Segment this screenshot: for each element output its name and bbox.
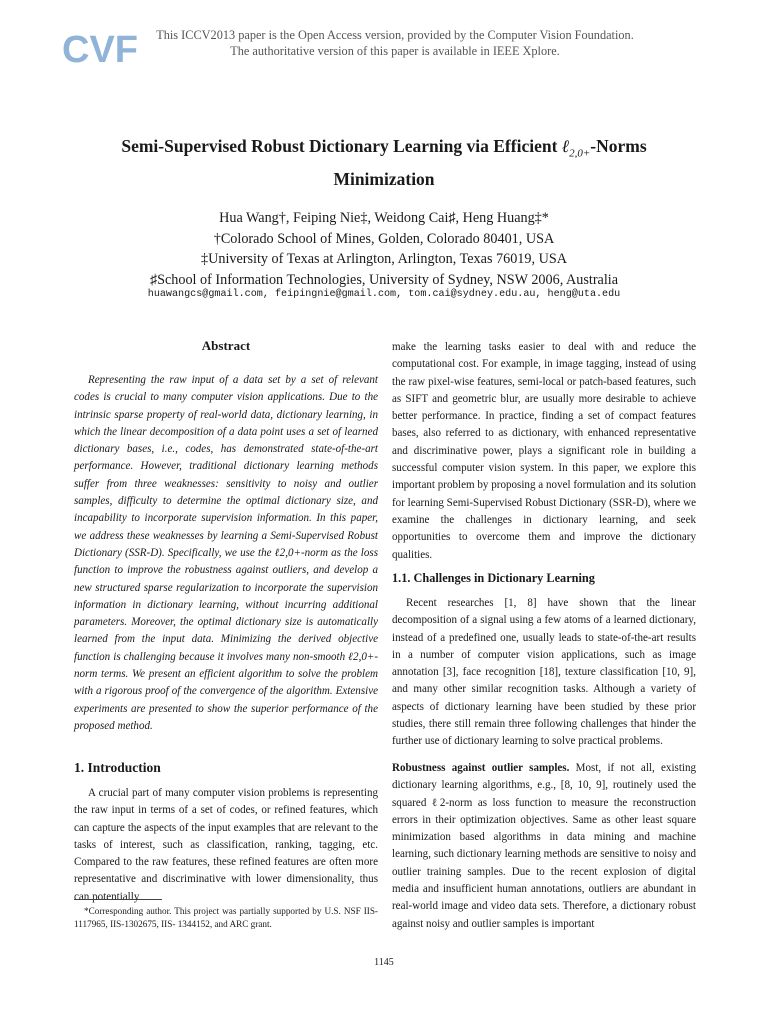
footnote-divider xyxy=(74,899,162,900)
page-number: 1145 xyxy=(374,957,394,968)
author-names: Hua Wang†, Feiping Nie‡, Weidong Cai♯, Heng Huang‡* xyxy=(219,210,549,226)
abstract-text: Representing the raw input of a data set by a set of relevant codes is crucial to many computer vision applications. Due to the intrinsic sparse property of real-world data, dictionary learning, in which the linear decomposition of a data point uses a set of learned dictionary bases, i.e., codes, has demonstrated state-of-the-art performance. However, traditional dictionary learning methods suffer from three weaknesses: sensitivity to noisy and outlier samples, difficulty to determine the optimal dictionary size, and incapability to incorporate supervision information. In this paper, we address these weaknesses by learning a Semi-Supervised Robust Dictionary (SSR-D). Specifically, we use the ℓ2,0+-norm as the loss function to improve the robustness against outliers, and develop a new structured sparse regularization to incorporate the supervision information in dictionary learning, without incurring additional parameters. Moreover, the optimal dictionary size is automatically learned from the input data. Minimizing the derived objective function is challenging because it involves many non-smooth ℓ2,0+-norm terms. We present an efficient algorithm to solve the problem with a rigorous proof of the convergence of the algorithm. Extensive experiments are presented to show the superior performance of the proposed method. xyxy=(74,374,378,732)
open-access-line-1: This ICCV2013 paper is the Open Access version, provided by the Computer Vision Foundation. xyxy=(156,28,634,42)
robustness-paragraph xyxy=(392,760,696,933)
paper-title-line-2: Minimization xyxy=(333,168,435,189)
title-subscript: 2,0+ xyxy=(569,147,591,160)
affiliation-2: ‡University of Texas at Arlington, Arlington, Texas 76019, USA xyxy=(201,251,567,267)
introduction-text: A crucial part of many computer vision problems is representing the raw input in terms of a set of codes, or refined features, which can capture the aspects of the input examples that are relevant to the tasks of interest, such as classification, ranking, tagging, etc. Compared to the raw features, these refined features are often more representative and discriminative with lower dimensionality, thus can potentially xyxy=(74,787,378,903)
open-access-notice xyxy=(110,27,680,59)
title-ell: ℓ xyxy=(561,136,570,156)
affiliation-1: †Colorado School of Mines, Golden, Colorado 80401, USA xyxy=(213,230,555,247)
author-emails: huawangcs@gmail.com, feipingnie@gmail.com, tom.cai@sydney.edu.au, heng@uta.edu xyxy=(147,289,621,300)
paper-title-line-1 xyxy=(60,134,708,167)
open-access-line-2: The authoritative version of this paper is available in IEEE Xplore. xyxy=(230,44,560,58)
title-text-end: -Norms xyxy=(590,136,647,156)
title-text: Semi-Supervised Robust Dictionary Learning via Efficient xyxy=(121,136,562,156)
abstract-heading: Abstract xyxy=(201,338,251,353)
challenges-subheading: 1.1. Challenges in Dictionary Learning xyxy=(392,571,595,585)
footnote: *Corresponding author. This project was partially supported by U.S. NSF IIS-1117965, IIS-1302675, IIS- 1344152, and ARC grant. xyxy=(74,906,378,929)
affiliation-3: ♯School of Information Technologies, University of Sydney, NSW 2006, Australia xyxy=(149,271,619,288)
introduction-heading: 1. Introduction xyxy=(74,760,161,775)
author-block xyxy=(60,208,708,290)
intro-continued-text: make the learning tasks easier to deal with and reduce the computational cost. For example, in image tagging, instead of using the raw pixel-wise features, semi-local or patch-based features, such as SIFT and geometric blur, are usually more desirable to achieve better performance. In practice, finding a set of compact features bases, also referred to as dictionary, with enhanced representative and discriminative power, plays a significant role in building a successful computer vision system. In this paper, we explore this important problem by proposing a novel formulation and its solution for learning Semi-Supervised Robust Dictionary (SSR-D), where we examine the challenges in dictionary learning, and seek opportunities to overcome them and improve the dictionary qualities. xyxy=(392,341,696,561)
robustness-lead: Robustness against outlier samples. xyxy=(392,762,570,774)
paper-title xyxy=(60,134,708,192)
cvf-logo-text: CVF xyxy=(62,29,138,71)
challenges-text: Recent researches [1, 8] have shown that the linear decomposition of a signal using a few atoms of a learned dictionary, instead of a predefined one, usually leads to state-of-the-art results in a number of computer vision applications, such as image annotation [3], face recognition [18], texture classification [10, 9], and many other similar recognition tasks. Although a variety of aspects of dictionary learning have been studied by these prior studies, there still remain three following challenges that hinder the further use of dictionary learning to solve practical problems. xyxy=(392,597,696,748)
robustness-text: Most, if not all, existing dictionary learning algorithms, e.g., [8, 10, 9], routinely used the squared ℓ2-norm as loss function to measure the reconstruction errors in their optimization objectives. Same as other least square minimization based algorithms in data mining and machine learning, such dictionary learning methods are sensitive to noisy and outlier training samples. Due to the recent explosion of digital media and insufficient human annotations, outliers are abundant in real-world image and video data sets. Therefore, a dictionary robust against noisy and outlier samples is important xyxy=(392,762,697,930)
